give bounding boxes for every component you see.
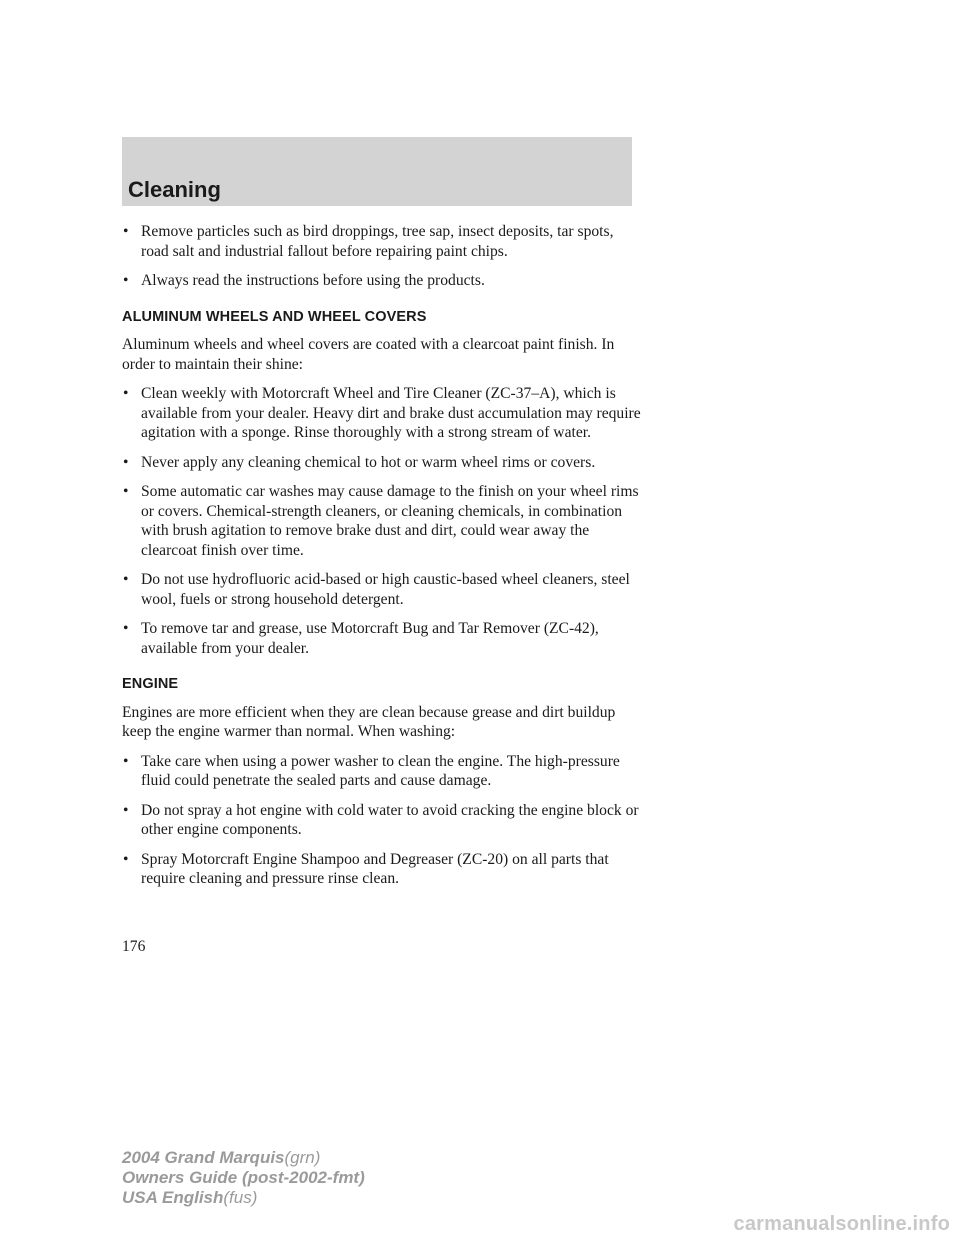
list-item [122,482,642,560]
footer-line-model [122,1148,365,1168]
footer-model-code: (grn) [284,1148,321,1167]
list-item-text: To remove tar and grease, use Motorcraft Bug and Tar Remover (ZC-42), available from your dealer. [141,620,599,657]
bullet-icon: • [123,571,129,588]
list-item-text: Spray Motorcraft Engine Shampoo and Degreaser (ZC-20) on all parts that require cleaning and pressure rinse clean. [141,850,609,887]
wheels-heading: ALUMINUM WHEELS AND WHEEL COVERS [122,308,427,325]
document-footer [122,1148,365,1208]
bullet-icon: • [123,483,129,500]
list-item-text: Do not spray a hot engine with cold water to avoid cracking the engine block or other engine components. [141,801,639,838]
list-item-text: Remove particles such as bird droppings, tree sap, insect deposits, tar spots, road salt and industrial fallout before repairing paint chips. [141,223,614,260]
list-item-text: Clean weekly with Motorcraft Wheel and Tire Cleaner (ZC-37–A), which is available from your dealer. Heavy dirt and brake dust accumulation may require agitation with a sponge. Rinse thoroughly with a strong stream of water. [141,385,641,441]
bullet-icon: • [123,752,129,770]
list-item-text: Always read the instructions before using the products. [141,272,485,289]
section-title: Cleaning [128,177,221,202]
list-item-text: Never apply any cleaning chemical to hot or warm wheel rims or covers. [141,453,596,471]
bullet-icon: • [123,850,129,868]
list-item [122,453,642,473]
footer-guide: Owners Guide (post-2002-fmt) [122,1168,365,1187]
list-item [122,850,642,889]
footer-line-language [122,1188,365,1208]
list-item [122,752,642,791]
section-header-band [122,137,632,206]
footer-model: 2004 Grand Marquis [122,1148,285,1167]
page-content [122,222,642,899]
bullet-icon: • [123,223,129,240]
bullet-icon: • [123,385,129,402]
page-number: 176 [122,938,146,955]
list-item-text: Do not use hydrofluoric acid-based or high caustic-based wheel cleaners, steel wool, fuels or strong household detergent. [141,571,630,608]
list-item-text: Some automatic car washes may cause damage to the finish on your wheel rims or covers. Chemical-strength cleaners, or cleaning chemicals, in combination with brush agitation to remove brake dust and dirt, could wear away the clearcoat finish over time. [141,483,639,559]
engine-heading: ENGINE [122,676,179,692]
list-item [122,570,642,609]
wheels-intro: Aluminum wheels and wheel covers are coated with a clearcoat paint finish. In order to maintain their shine: [122,336,615,373]
list-item [122,222,642,261]
engine-intro: Engines are more efficient when they are clean because grease and dirt buildup keep the engine warmer than normal. When washing: [122,703,616,740]
footer-language: USA English [122,1188,224,1207]
list-item [122,271,642,291]
list-item [122,384,642,443]
bullet-icon: • [123,801,129,819]
list-item [122,801,642,840]
bullet-icon: • [123,453,129,471]
bullet-icon: • [123,620,129,637]
footer-language-code: (fus) [223,1188,258,1207]
bullet-icon: • [123,272,129,289]
list-item-text: Take care when using a power washer to clean the engine. The high-pressure fluid could penetrate the sealed parts and cause damage. [141,752,620,789]
site-watermark: carmanualsonline.info [733,1213,950,1235]
list-item [122,619,642,658]
